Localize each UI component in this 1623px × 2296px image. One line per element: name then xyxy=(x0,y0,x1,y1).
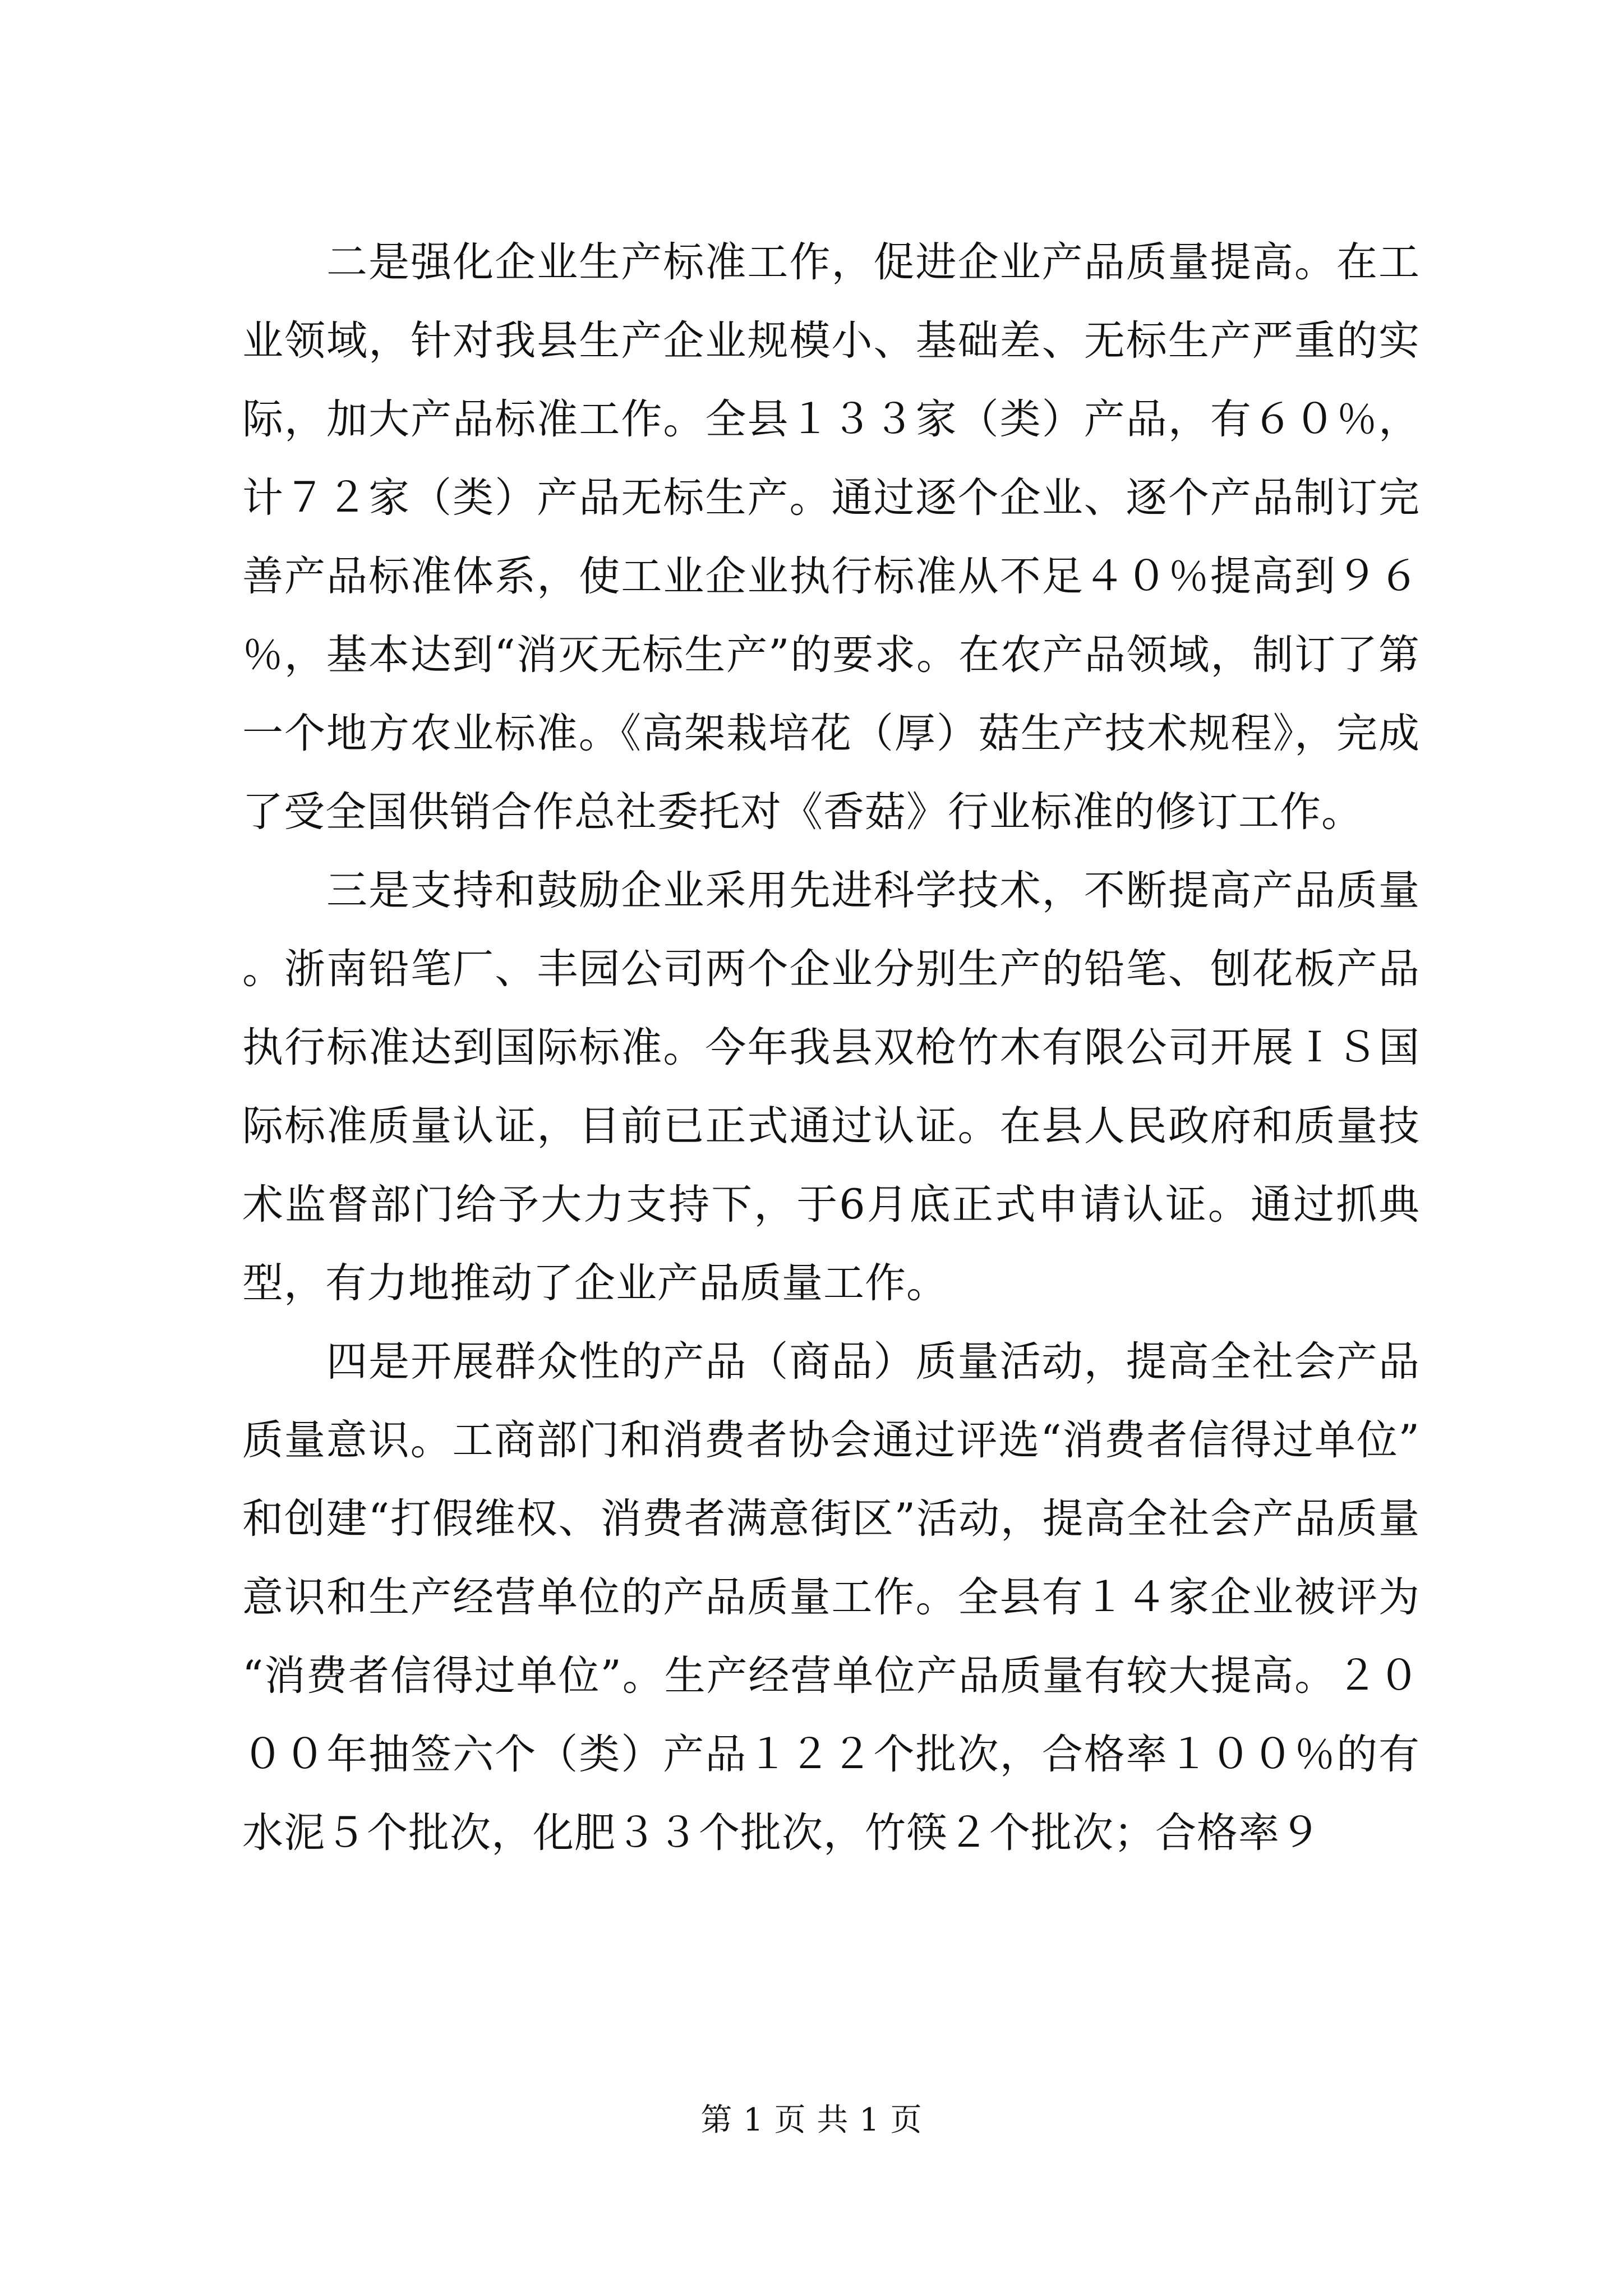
paragraph-standards-work: 二是强化企业生产标准工作，促进企业产品质量提高。在工业领域，针对我县生产企业规模小、基础差、无标生产严重的实际，加大产品标准工作。全县１３３家（类）产品，有６０％，计７２家（类）产品无标生产。通过逐个企业、逐个产品制订完善产品标准体系，使工业企业执行标准从不足４０％提高到９６％，基本达到“消灭无标生产”的要求。在农产品领域，制订了第一个地方农业标准。《高架栽培花（厚）菇生产技术规程》，完成了受全国供销合作总社委托对《香菇》行业标准的修订工作。 xyxy=(242,238,1420,836)
page-footer: 第 1 页 共 1 页 xyxy=(700,2102,923,2138)
paragraph-quality-activities: 四是开展群众性的产品（商品）质量活动，提高全社会产品质量意识。工商部门和消费者协会通过评选“消费者信得过单位”和创建“打假维权、消费者满意街区”活动，提高全社会产品质量意识和生产经营单位的产品质量工作。全县有１４家企业被评为“消费者信得过单位”。生产经营单位产品质量有较大提高。２０００年抽签六个（类）产品１２２个批次，合格率１００％的有水泥５个批次，化肥３３个批次，竹筷２个批次；合格率９ xyxy=(242,1338,1420,1857)
document-body xyxy=(242,223,1420,1872)
paragraph-technology-support: 三是支持和鼓励企业采用先进科学技术，不断提高产品质量。浙南铅笔厂、丰园公司两个企业分别生产的铅笔、刨花板产品执行标准达到国际标准。今年我县双枪竹木有限公司开展ＩＳ国际标准质量认证，目前已正式通过认证。在县人民政府和质量技术监督部门给予大力支持下，于6月底正式申请认证。通过抓典型，有力地推动了企业产品质量工作。 xyxy=(242,867,1420,1307)
